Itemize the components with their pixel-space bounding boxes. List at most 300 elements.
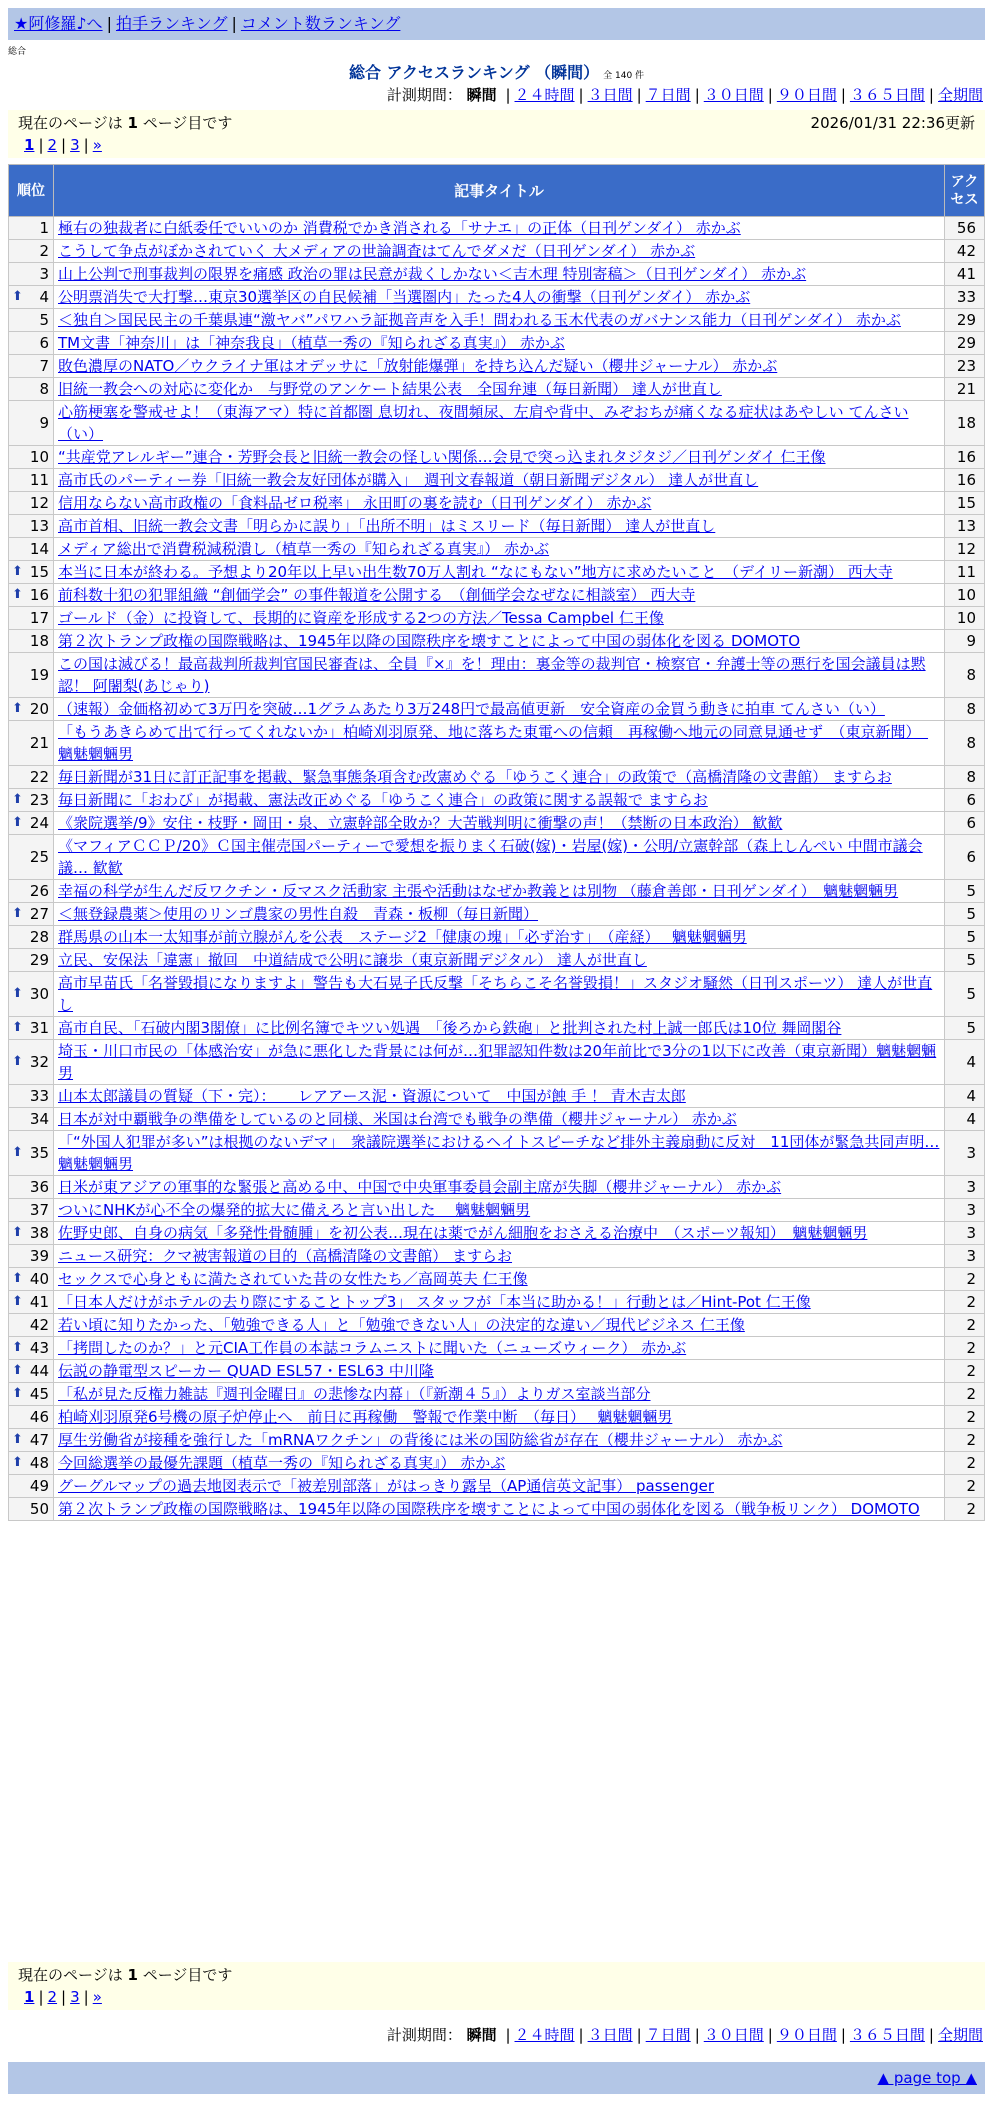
rank-cell: ⬆ 16 [9,584,54,607]
article-link[interactable]: この国は滅びる！最高裁判所裁判官国民審査は、全員『×』を！理由：裏金等の裁判官・検察官・弁護士等の悪行を国会議員は黙認！ 阿闍梨(あじゃり) [58,655,926,695]
access-count: 6 [945,812,985,835]
table-row [9,584,985,607]
page-info-top: 現在のページは 1 ページ目です 2026/01/31 22:36更新 1 | 2 | 3 | » [8,110,985,158]
table-row [9,698,985,721]
access-count: 23 [945,355,985,378]
access-count: 16 [945,469,985,492]
title-cell [54,653,945,698]
title-cell [54,903,945,926]
page-top-link[interactable]: ▲ page top ▲ [877,2069,977,2087]
article-link[interactable]: ＜無登録農薬＞使用のリンゴ農家の男性自殺 青森・板柳（毎日新聞） [58,905,539,923]
article-link[interactable]: メディア総出で消費税減税潰し（植草一秀の『知られざる真実』） 赤かぶ [58,540,550,558]
access-count: 2 [945,1452,985,1475]
title-cell [54,1337,945,1360]
home-link[interactable]: ★阿修羅♪へ [14,14,103,33]
article-link[interactable]: 群馬県の山本一太知事が前立腺がんを公表 ステージ2「健康の塊」「必ず治す」 （産経） 魑魅魍魎男 [58,928,747,946]
article-link[interactable]: 立民、安保法「違憲」撤回 中道結成で公明に譲歩（東京新聞デジタル） 達人が世直し [58,951,647,969]
table-row [9,1406,985,1429]
pager-current[interactable]: 1 [24,136,35,154]
access-count: 5 [945,1017,985,1040]
rank-cell: 17 [9,607,54,630]
col-rank-header: 順位 [9,165,54,217]
rank-cell: 33 [9,1085,54,1108]
rank-cell: 11 [9,469,54,492]
rank-cell: ⬆ 4 [9,286,54,309]
access-count: 2 [945,1498,985,1521]
period-link[interactable]: ３日間 [587,2026,633,2044]
article-link[interactable]: 第２次トランプ政権の国際戦略は、1945年以降の国際秩序を壊すことによって中国の弱体化を図る DOMOTO [58,632,801,650]
article-link[interactable]: グーグルマップの過去地図表示で「被差別部落」がはっきり露呈（AP通信英文記事） passenger [58,1477,715,1495]
access-count: 9 [945,630,985,653]
rank-cell: ⬆ 24 [9,812,54,835]
article-link[interactable]: 埼玉・川口市民の「体感治安」が急に悪化した背景には何が…犯罪認知件数は20年前比で3分の1以下に改善（東京新聞）魑魅魍魎男 [58,1042,937,1082]
updated-time: 2026/01/31 22:36更新 [810,114,975,132]
article-link[interactable]: “共産党アレルギー”連合・芳野会長と旧統一教会の怪しい関係…会見で突っ込まれタジタジ／日刊ゲンダイ 仁王像 [58,448,826,466]
access-count: 12 [945,538,985,561]
rank-up-arrow-icon: ⬆ [12,1020,23,1035]
comment-ranking-link[interactable]: コメント数ランキング [240,14,401,33]
col-access-header: アクセス [945,165,985,217]
title-cell [54,766,945,789]
article-link[interactable]: （速報）金価格初めて3万円を突破…1グラムあたり3万248円で最高値更新 安全資産の金買う動きに拍車 てんさい（い） [58,700,885,718]
rank-cell: ⬆ 30 [9,972,54,1017]
rank-cell: 28 [9,926,54,949]
rank-up-arrow-icon: ⬆ [12,1386,23,1401]
rank-cell: 12 [9,492,54,515]
pager-bottom: 1 | 2 | 3 | » [24,1988,102,2006]
access-count: 41 [945,263,985,286]
period-links: | ２４時間 | ３日間 | ７日間 | ３０日間 | ９０日間 | ３６５日間 | 全期間 [505,86,983,104]
access-count: 33 [945,286,985,309]
rank-cell: ⬆ 31 [9,1017,54,1040]
period-selector-top: 計測期間： 瞬間 | ２４時間 | ３日間 | ７日間 | ３０日間 | ９０日間 | ３６５日間 | 全期間 [386,86,983,104]
article-link[interactable]: 毎日新聞が31日に訂正記事を掲載、緊急事態条項含む改憲めぐる「ゆうこく連合」の政策で（高橋清隆の文書館） ますらお [58,768,892,786]
rank-cell: ⬆ 47 [9,1429,54,1452]
title-cell [54,1498,945,1521]
article-link[interactable]: セックスで心身ともに満たされていた昔の女性たち／高岡英夫 仁王像 [58,1270,528,1288]
title-cell [54,492,945,515]
rank-up-arrow-icon: ⬆ [12,1225,23,1240]
table-row [9,240,985,263]
title-cell [54,1108,945,1131]
title-cell [54,561,945,584]
article-link[interactable]: 若い頃に知りたかった、「勉強できる人」と「勉強できない人」の決定的な違い／現代ビジネス 仁王像 [58,1316,745,1334]
title-cell [54,240,945,263]
title-cell [54,1475,945,1498]
current-page: 1 [127,114,138,132]
access-count: 8 [945,698,985,721]
title-cell [54,515,945,538]
article-link[interactable]: 旧統一教会への対応に変化か 与野党のアンケート結果公表 全国弁連（毎日新聞） 達人が世直し [58,380,722,398]
access-count: 42 [945,240,985,263]
access-count: 3 [945,1245,985,1268]
table-row [9,1040,985,1085]
rank-cell: 14 [9,538,54,561]
article-link[interactable]: 本当に日本が終わる。予想より20年以上早い出生数70万人割れ “なにもない”地方に求めたいこと （デイリー新潮） 西大寺 [58,563,893,581]
rank-cell: 50 [9,1498,54,1521]
rank-cell: ⬆ 35 [9,1131,54,1176]
top-nav-bar: ★阿修羅♪へ | 拍手ランキング | コメント数ランキング [8,8,985,40]
table-row [9,538,985,561]
access-count: 5 [945,949,985,972]
period-link[interactable]: ９０日間 [776,86,837,104]
table-row [9,766,985,789]
table-row [9,835,985,880]
table-row [9,949,985,972]
rank-up-arrow-icon: ⬆ [12,1054,23,1069]
access-count: 5 [945,880,985,903]
clap-ranking-link[interactable]: 拍手ランキング [115,14,228,33]
article-link[interactable]: ＜独自＞国民民主の千葉県連“激ヤバ”パワハラ証拠音声を入手！問われる玉木代表のガバナンス能力（日刊ゲンダイ） 赤かぶ [58,311,901,329]
title-cell [54,698,945,721]
table-row [9,469,985,492]
rank-cell: ⬆ 38 [9,1222,54,1245]
ranking-body [9,217,985,1521]
article-link[interactable]: 伝説の静電型スピーカー QUAD ESL57・ESL63 中川隆 [58,1362,434,1380]
article-link[interactable]: 「私が見た反権力雑誌『週刊金曜日』の悲惨な内幕」（『新潮４５』）よりガス室談当部分 [58,1385,651,1403]
title-cell [54,1314,945,1337]
total-count: 全 140 件 [603,71,645,81]
rank-cell: ⬆ 20 [9,698,54,721]
pager-link[interactable]: 2 [47,1988,58,2006]
table-row [9,1268,985,1291]
rank-cell: 18 [9,630,54,653]
ranking-title: 総合 アクセスランキング （瞬間） [348,63,600,82]
rank-cell: ⬆ 32 [9,1040,54,1085]
rank-cell: 1 [9,217,54,240]
rank-up-arrow-icon: ⬆ [12,587,23,602]
article-link[interactable]: 《マフィアＣＣＰ/20》Ｃ国主催売国パーティーで愛想を振りまく石破(嫁)・岩屋(嫁)・公明/立憲幹部（森上しんぺい 中間市議会議… 歓歓 [58,837,923,877]
article-link[interactable]: 幸福の科学が生んだ反ワクチン・反マスク活動家 主張や活動はなぜか教義とは別物 （藤倉善郎・日刊ゲンダイ） 魑魅魍魎男 [58,882,899,900]
table-row [9,972,985,1017]
title-cell [54,949,945,972]
period-current: 瞬間 [466,86,497,104]
table-row [9,880,985,903]
table-row [9,1222,985,1245]
rank-cell: 9 [9,401,54,446]
title-cell [54,1429,945,1452]
article-link[interactable]: 第２次トランプ政権の国際戦略は、1945年以降の国際秩序を壊すことによって中国の弱体化を図る（戦争板リンク） DOMOTO [58,1500,920,1518]
article-link[interactable]: 「“外国人犯罪が多い”は根拠のないデマ」 衆議院選挙におけるヘイトスピーチなど排外主義扇動に反対 11団体が緊急共同声明… 魑魅魍魎男 [58,1133,940,1173]
period-selector-bottom: 計測期間： 瞬間 | ２４時間 | ３日間 | ７日間 | ３０日間 | ９０日間 | ３６５日間 | 全期間 [386,2026,983,2044]
title-cell [54,789,945,812]
article-link[interactable]: 柏崎刈羽原発6号機の原子炉停止へ 前日に再稼働 警報で作業中断 （毎日） 魑魅魍魎男 [58,1408,673,1426]
table-row [9,1245,985,1268]
pager-link[interactable]: 3 [70,1988,80,2006]
access-count: 10 [945,607,985,630]
rank-cell: 21 [9,721,54,766]
title-cell [54,1406,945,1429]
rank-cell: 2 [9,240,54,263]
rank-up-arrow-icon: ⬆ [12,1271,23,1286]
table-row [9,1429,985,1452]
rank-cell: 22 [9,766,54,789]
article-link[interactable]: ついにNHKが心不全の爆発的拡大に備えろと言い出した 魑魅魍魎男 [58,1201,531,1219]
table-row [9,1383,985,1406]
access-count: 3 [945,1176,985,1199]
period-link[interactable]: ２４時間 [514,2026,575,2044]
title-cell [54,721,945,766]
title-cell [54,309,945,332]
title-cell [54,972,945,1017]
title-cell [54,1131,945,1176]
period-link[interactable]: ３６５日間 [849,86,925,104]
period-link[interactable]: 全期間 [937,86,983,104]
title-cell [54,1040,945,1085]
article-link[interactable]: 日本が対中覇戦争の準備をしているのと同様、米国は台湾でも戦争の準備（櫻井ジャーナル） 赤かぶ [58,1110,737,1128]
period-link[interactable]: ３０日間 [703,86,764,104]
table-row [9,332,985,355]
rank-up-arrow-icon: ⬆ [12,1455,23,1470]
access-count: 8 [945,653,985,698]
table-row [9,789,985,812]
rank-cell: 10 [9,446,54,469]
article-link[interactable]: 心筋梗塞を警戒せよ！（東海アマ）特に首都圏 息切れ、夜間頻尿、左肩や背中、みぞおちが痛くなる症状はあやしい てんさい（い） [58,403,909,443]
article-link[interactable]: 信用ならない高市政権の「食料品ゼロ税率」 永田町の裏を読む（日刊ゲンダイ） 赤かぶ [58,494,652,512]
article-link[interactable]: 毎日新聞に「おわび」が掲載、憲法改正めぐる「ゆうこく連合」の政策に関する誤報で ますらお [58,791,708,809]
title-cell [54,584,945,607]
table-row [9,1498,985,1521]
rank-cell: ⬆ 44 [9,1360,54,1383]
article-link[interactable]: 「もうあきらめて出て行ってくれないか」柏崎刈羽原発、地に落ちた東電への信頼 再稼働へ地元の同意見通せず （東京新聞） 魑魅魍魎男 [58,723,929,763]
access-count: 3 [945,1222,985,1245]
article-link[interactable]: TM文書「神奈川」は「神奈我良」（植草一秀の『知られざる真実』） 赤かぶ [58,334,565,352]
title-cell [54,355,945,378]
period-link[interactable]: ７日間 [645,2026,691,2044]
article-link[interactable]: 高市氏のパーティー券「旧統一教会友好団体が購入」 週刊文春報道（朝日新聞デジタル） 達人が世直し [58,471,759,489]
pager-top: 1 | 2 | 3 | » [24,136,102,154]
current-page-bottom: 1 [127,1966,138,1984]
table-row [9,903,985,926]
access-count: 13 [945,515,985,538]
table-row [9,378,985,401]
title-cell [54,1360,945,1383]
access-count: 21 [945,378,985,401]
rank-up-arrow-icon: ⬆ [12,289,23,304]
period-link[interactable]: ２４時間 [514,86,575,104]
rank-up-arrow-icon: ⬆ [12,1432,23,1447]
rank-up-arrow-icon: ⬆ [12,986,23,1001]
rank-up-arrow-icon: ⬆ [12,906,23,921]
category-label: 総合 [8,47,27,57]
title-cell [54,469,945,492]
rank-cell: 6 [9,332,54,355]
article-link[interactable]: 敗色濃厚のNATO／ウクライナ軍はオデッサに「放射能爆弾」を持ち込んだ疑い（櫻井ジャーナル） 赤かぶ [58,357,778,375]
article-link[interactable]: 厚生労働省が接種を強行した「mRNAワクチン」の背後には米の国防総省が存在（櫻井ジャーナル） 赤かぶ [58,1431,783,1449]
access-count: 4 [945,1040,985,1085]
article-link[interactable]: 高市首相、旧統一教会文書「明らかに誤り」「出所不明」はミスリード（毎日新聞） 達人が世直し [58,517,716,535]
rank-up-arrow-icon: ⬆ [12,1294,23,1309]
article-link[interactable]: 今回総選挙の最優先課題（植草一秀の『知られざる真実』） 赤かぶ [58,1454,506,1472]
period-link[interactable]: 全期間 [937,2026,983,2044]
access-count: 4 [945,1085,985,1108]
access-count: 5 [945,903,985,926]
pager-link[interactable]: » [92,1988,102,2006]
title-cell [54,926,945,949]
rank-cell: 36 [9,1176,54,1199]
rank-cell: 19 [9,653,54,698]
title-cell [54,401,945,446]
table-row [9,1314,985,1337]
pager-link[interactable]: » [92,136,102,154]
period-link[interactable]: ９０日間 [776,2026,837,2044]
article-link[interactable]: 公明票消失で大打撃…東京30選挙区の自民候補「当選圏内」たった4人の衝撃（日刊ゲンダイ） 赤かぶ [58,288,751,306]
table-row [9,607,985,630]
table-row [9,492,985,515]
access-count: 2 [945,1475,985,1498]
title-cell [54,1452,945,1475]
table-row [9,1017,985,1040]
access-count: 2 [945,1406,985,1429]
rank-cell: ⬆ 41 [9,1291,54,1314]
pager-current-bottom[interactable]: 1 [24,1988,35,2006]
table-row [9,1360,985,1383]
table-row [9,401,985,446]
table-row [9,1108,985,1131]
access-count: 3 [945,1199,985,1222]
rank-cell: 39 [9,1245,54,1268]
rank-up-arrow-icon: ⬆ [12,815,23,830]
table-row [9,309,985,332]
title-cell [54,1268,945,1291]
access-count: 2 [945,1337,985,1360]
article-link[interactable]: ゴールド（金）に投資して、長期的に資産を形成する2つの方法／Tessa Campbel 仁王像 [58,609,664,627]
table-row [9,721,985,766]
article-link[interactable]: 高市自民、「石破内閣3閣僚」に比例名簿でキツい処遇 「後ろから鉄砲」と批判された村上誠一郎氏は10位 舞岡閣谷 [58,1019,842,1037]
table-row [9,1291,985,1314]
rank-up-arrow-icon: ⬆ [12,564,23,579]
access-count: 2 [945,1383,985,1406]
title-cell [54,263,945,286]
access-count: 15 [945,492,985,515]
access-count: 18 [945,401,985,446]
period-current-bottom: 瞬間 [466,2026,497,2044]
access-count: 3 [945,1131,985,1176]
access-count: 8 [945,721,985,766]
rank-cell: 25 [9,835,54,880]
rank-cell: 7 [9,355,54,378]
rank-up-arrow-icon: ⬆ [12,701,23,716]
title-cell [54,1176,945,1199]
article-link[interactable]: 「日本人だけがホテルの去り際にすることトップ3」 スタッフが「本当に助かる！」行動とは／Hint-Pot 仁王像 [58,1293,811,1311]
table-row [9,1085,985,1108]
access-count: 2 [945,1268,985,1291]
period-links-bottom: | ２４時間 | ３日間 | ７日間 | ３０日間 | ９０日間 | ３６５日間 | 全期間 [505,2026,983,2044]
rank-cell: 13 [9,515,54,538]
title-cell [54,1017,945,1040]
rank-cell: ⬆ 45 [9,1383,54,1406]
rank-cell: ⬆ 27 [9,903,54,926]
table-row [9,1452,985,1475]
table-row [9,217,985,240]
rank-cell: 29 [9,949,54,972]
access-count: 29 [945,309,985,332]
title-cell [54,1383,945,1406]
period-link[interactable]: ３０日間 [703,2026,764,2044]
article-link[interactable]: 佐野史郎、自身の病気「多発性骨髄腫」を初公表…現在は薬でがん細胞をおさえる治療中 （スポーツ報知） 魑魅魍魎男 [58,1224,868,1242]
period-link[interactable]: ７日間 [645,86,691,104]
title-cell [54,880,945,903]
title-cell [54,1222,945,1245]
article-link[interactable]: 山本太郎議員の質疑（下・完）： レアアース泥・資源について 中国が蝕 手 ！ 青木吉太郎 [58,1087,686,1105]
article-link[interactable]: ニュース研究：クマ被害報道の目的（高橋清隆の文書館） ますらお [58,1247,513,1265]
rank-cell: ⬆ 43 [9,1337,54,1360]
table-row [9,926,985,949]
pager-link[interactable]: 2 [47,136,58,154]
title-cell [54,812,945,835]
access-count: 56 [945,217,985,240]
page-title [0,60,993,83]
article-link[interactable]: 高市早苗氏「名誉毀損になりますよ」警告も大石晃子氏反撃「そちらこそ名誉毀損！」スタジオ騒然（日刊スポーツ） 達人が世直し [58,974,933,1014]
article-link[interactable]: こうして争点がぼかされていく 大メディアの世論調査はてんでダメだ（日刊ゲンダイ） 赤かぶ [58,242,696,260]
title-cell [54,378,945,401]
title-cell [54,286,945,309]
rank-cell: 49 [9,1475,54,1498]
title-cell [54,446,945,469]
article-link[interactable]: 《衆院選挙/9》安住・枝野・岡田・泉、立憲幹部全敗か？大苦戦判明に衝撃の声！（禁断の日本政治） 歓歓 [58,814,783,832]
title-cell [54,1245,945,1268]
article-link[interactable]: 極右の独裁者に白紙委任でいいのか 消費税でかき消される「サナエ」の正体（日刊ゲンダイ） 赤かぶ [58,219,741,237]
title-cell [54,1291,945,1314]
access-count: 5 [945,972,985,1017]
access-count: 2 [945,1360,985,1383]
access-count: 29 [945,332,985,355]
period-link[interactable]: ３日間 [587,86,633,104]
table-row [9,630,985,653]
article-link[interactable]: 日米が東アジアの軍事的な緊張と高める中、中国で中央軍事委員会副主席が失脚（櫻井ジャーナル） 赤かぶ [58,1178,782,1196]
table-row [9,561,985,584]
rank-cell: 46 [9,1406,54,1429]
rank-cell: 5 [9,309,54,332]
article-link[interactable]: 山上公判で刑事裁判の限界を痛感 政治の罪は民意が裁くしかない＜吉木理 特別寄稿＞（日刊ゲンダイ） 赤かぶ [58,265,807,283]
article-link[interactable]: 「拷問したのか？」と元CIA工作員の本誌コラムニストに聞いた（ニューズウィーク） 赤かぶ [58,1339,687,1357]
rank-cell: 37 [9,1199,54,1222]
table-row [9,653,985,698]
table-row [9,355,985,378]
col-title-header: 記事タイトル [54,165,945,217]
table-row [9,1199,985,1222]
bottom-bar [8,2062,985,2094]
title-cell [54,835,945,880]
period-link[interactable]: ３６５日間 [849,2026,925,2044]
rank-cell: 42 [9,1314,54,1337]
access-count: 10 [945,584,985,607]
access-count: 2 [945,1291,985,1314]
pager-link[interactable]: 3 [70,136,80,154]
title-cell [54,607,945,630]
access-count: 2 [945,1429,985,1452]
table-row [9,1475,985,1498]
title-cell [54,217,945,240]
rank-up-arrow-icon: ⬆ [12,1340,23,1355]
table-row [9,812,985,835]
rank-cell: 3 [9,263,54,286]
table-row [9,1131,985,1176]
access-count: 11 [945,561,985,584]
title-cell [54,630,945,653]
page-info-bottom: 現在のページは 1 ページ目です 1 | 2 | 3 | » [8,1962,985,2010]
rank-cell: ⬆ 40 [9,1268,54,1291]
access-count: 5 [945,926,985,949]
table-row [9,446,985,469]
rank-cell: ⬆ 48 [9,1452,54,1475]
article-link[interactable]: 前科数十犯の犯罪組織 “創価学会” の事件報道を公開する （創価学会なぜなに相談室） 西大寺 [58,586,696,604]
rank-cell: 26 [9,880,54,903]
access-count: 8 [945,766,985,789]
access-count: 6 [945,835,985,880]
rank-cell: 34 [9,1108,54,1131]
access-count: 2 [945,1314,985,1337]
